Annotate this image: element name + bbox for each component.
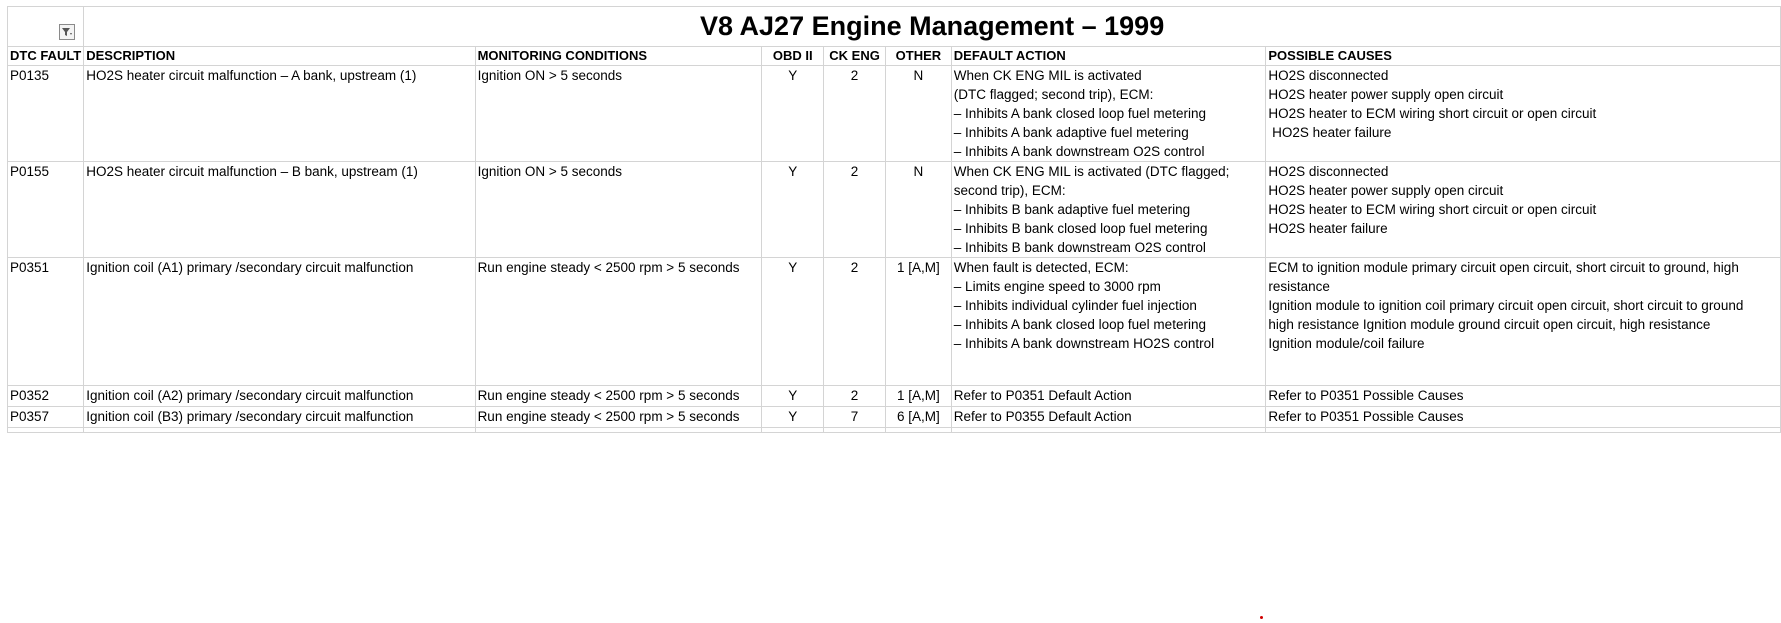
other-cell[interactable]: N <box>886 162 952 258</box>
header-dtc[interactable]: DTC FAULT <box>8 47 84 66</box>
ckeng-cell[interactable]: 2 <box>824 386 886 407</box>
cause-line: HO2S heater failure <box>1268 125 1392 140</box>
table-row <box>8 407 1781 428</box>
action-line: – Inhibits A bank closed loop fuel metering <box>953 317 1206 332</box>
table-row <box>8 66 1781 162</box>
obd-cell[interactable]: Y <box>762 258 824 386</box>
cause-line: HO2S heater power supply open circuit <box>1268 183 1504 198</box>
monitoring-cell[interactable]: Run engine steady < 2500 rpm > 5 seconds <box>475 407 762 428</box>
empty-cell <box>1266 428 1781 433</box>
monitoring-cell[interactable]: Run engine steady < 2500 rpm > 5 seconds <box>475 386 762 407</box>
other-cell[interactable]: 6 [A,M] <box>886 407 952 428</box>
default-action-cell[interactable] <box>951 258 1266 386</box>
default-action-cell[interactable]: Refer to P0351 Default Action <box>951 386 1266 407</box>
cause-line: HO2S disconnected <box>1268 164 1389 179</box>
header-obd[interactable]: OBD II <box>762 47 824 66</box>
action-line: second trip), ECM: <box>953 183 1066 198</box>
ckeng-cell[interactable]: 2 <box>824 66 886 162</box>
table-row-bottom <box>8 428 1781 433</box>
action-line: When CK ENG MIL is activated (DTC flagged; <box>953 164 1230 179</box>
dtc-cell[interactable]: P0135 <box>8 66 84 162</box>
action-line: – Inhibits A bank adaptive fuel metering <box>953 125 1189 140</box>
table-row <box>8 162 1781 258</box>
header-row <box>8 47 1781 66</box>
action-line: – Inhibits B bank closed loop fuel metering <box>953 221 1208 236</box>
empty-cell <box>762 428 824 433</box>
action-line: When fault is detected, ECM: <box>953 260 1129 275</box>
header-monitoring[interactable]: MONITORING CONDITIONS <box>475 47 762 66</box>
cause-line: HO2S heater to ECM wiring short circuit or open circuit <box>1268 106 1597 121</box>
obd-cell[interactable]: Y <box>762 407 824 428</box>
action-line: – Inhibits B bank downstream O2S control <box>953 240 1206 255</box>
header-description[interactable]: DESCRIPTION <box>84 47 475 66</box>
dtc-cell[interactable]: P0357 <box>8 407 84 428</box>
action-line: – Inhibits A bank closed loop fuel metering <box>953 106 1206 121</box>
causes-cell[interactable] <box>1266 66 1781 162</box>
other-cell[interactable]: 1 [A,M] <box>886 258 952 386</box>
dtc-cell[interactable]: P0351 <box>8 258 84 386</box>
ckeng-cell[interactable]: 7 <box>824 407 886 428</box>
filter-funnel-icon[interactable] <box>59 24 75 40</box>
cause-line: HO2S heater power supply open circuit <box>1268 87 1504 102</box>
causes-cell[interactable] <box>1266 162 1781 258</box>
page-title: V8 AJ27 Engine Management – 1999 <box>84 7 1781 47</box>
causes-cell[interactable] <box>1266 258 1781 386</box>
monitoring-cell[interactable]: Run engine steady < 2500 rpm > 5 seconds <box>475 258 762 386</box>
empty-cell <box>475 428 762 433</box>
causes-cell[interactable]: Refer to P0351 Possible Causes <box>1266 407 1781 428</box>
cause-line: HO2S disconnected <box>1268 68 1389 83</box>
header-other[interactable]: OTHER <box>886 47 952 66</box>
header-ckeng[interactable]: CK ENG <box>824 47 886 66</box>
empty-cell <box>886 428 952 433</box>
empty-cell <box>84 428 475 433</box>
cause-line: Ignition module/coil failure <box>1268 336 1425 351</box>
obd-cell[interactable]: Y <box>762 162 824 258</box>
empty-cell <box>951 428 1266 433</box>
description-cell[interactable]: Ignition coil (A1) primary /secondary circuit malfunction <box>84 258 475 386</box>
cause-line: resistance <box>1268 279 1330 294</box>
default-action-cell[interactable] <box>951 162 1266 258</box>
empty-cell <box>824 428 886 433</box>
other-cell[interactable]: N <box>886 66 952 162</box>
action-line: – Inhibits individual cylinder fuel injection <box>953 298 1197 313</box>
obd-cell[interactable]: Y <box>762 386 824 407</box>
cause-line: HO2S heater failure <box>1268 221 1388 236</box>
causes-cell[interactable]: Refer to P0351 Possible Causes <box>1266 386 1781 407</box>
obd-cell[interactable]: Y <box>762 66 824 162</box>
red-mark <box>1260 616 1263 619</box>
header-default-action[interactable]: DEFAULT ACTION <box>951 47 1266 66</box>
action-line: (DTC flagged; second trip), ECM: <box>953 87 1154 102</box>
ckeng-cell[interactable]: 2 <box>824 258 886 386</box>
cause-line: ECM to ignition module primary circuit open circuit, short circuit to ground, high <box>1268 260 1739 275</box>
cause-line: HO2S heater to ECM wiring short circuit or open circuit <box>1268 202 1597 217</box>
action-line: – Inhibits B bank adaptive fuel metering <box>953 202 1191 217</box>
action-line: – Inhibits A bank downstream O2S control <box>953 144 1205 159</box>
description-cell[interactable]: HO2S heater circuit malfunction – B bank, upstream (1) <box>84 162 475 258</box>
cause-line: Ignition module to ignition coil primary circuit open circuit, short circuit to ground <box>1268 298 1744 313</box>
other-cell[interactable]: 1 [A,M] <box>886 386 952 407</box>
description-cell[interactable]: HO2S heater circuit malfunction – A bank, upstream (1) <box>84 66 475 162</box>
cause-line: high resistance Ignition module ground circuit open circuit, high resistance <box>1268 317 1711 332</box>
monitoring-cell[interactable]: Ignition ON > 5 seconds <box>475 66 762 162</box>
empty-cell <box>8 428 84 433</box>
header-causes[interactable]: POSSIBLE CAUSES <box>1266 47 1781 66</box>
dtc-cell[interactable]: P0155 <box>8 162 84 258</box>
ckeng-cell[interactable]: 2 <box>824 162 886 258</box>
action-line: – Limits engine speed to 3000 rpm <box>953 279 1161 294</box>
dtc-cell[interactable]: P0352 <box>8 386 84 407</box>
engine-management-table <box>7 6 1781 433</box>
action-line: When CK ENG MIL is activated <box>953 68 1142 83</box>
monitoring-cell[interactable]: Ignition ON > 5 seconds <box>475 162 762 258</box>
default-action-cell[interactable]: Refer to P0355 Default Action <box>951 407 1266 428</box>
table-row <box>8 386 1781 407</box>
table-row <box>8 258 1781 386</box>
action-line: – Inhibits A bank downstream HO2S control <box>953 336 1215 351</box>
default-action-cell[interactable] <box>951 66 1266 162</box>
description-cell[interactable]: Ignition coil (A2) primary /secondary circuit malfunction <box>84 386 475 407</box>
description-cell[interactable]: Ignition coil (B3) primary /secondary circuit malfunction <box>84 407 475 428</box>
